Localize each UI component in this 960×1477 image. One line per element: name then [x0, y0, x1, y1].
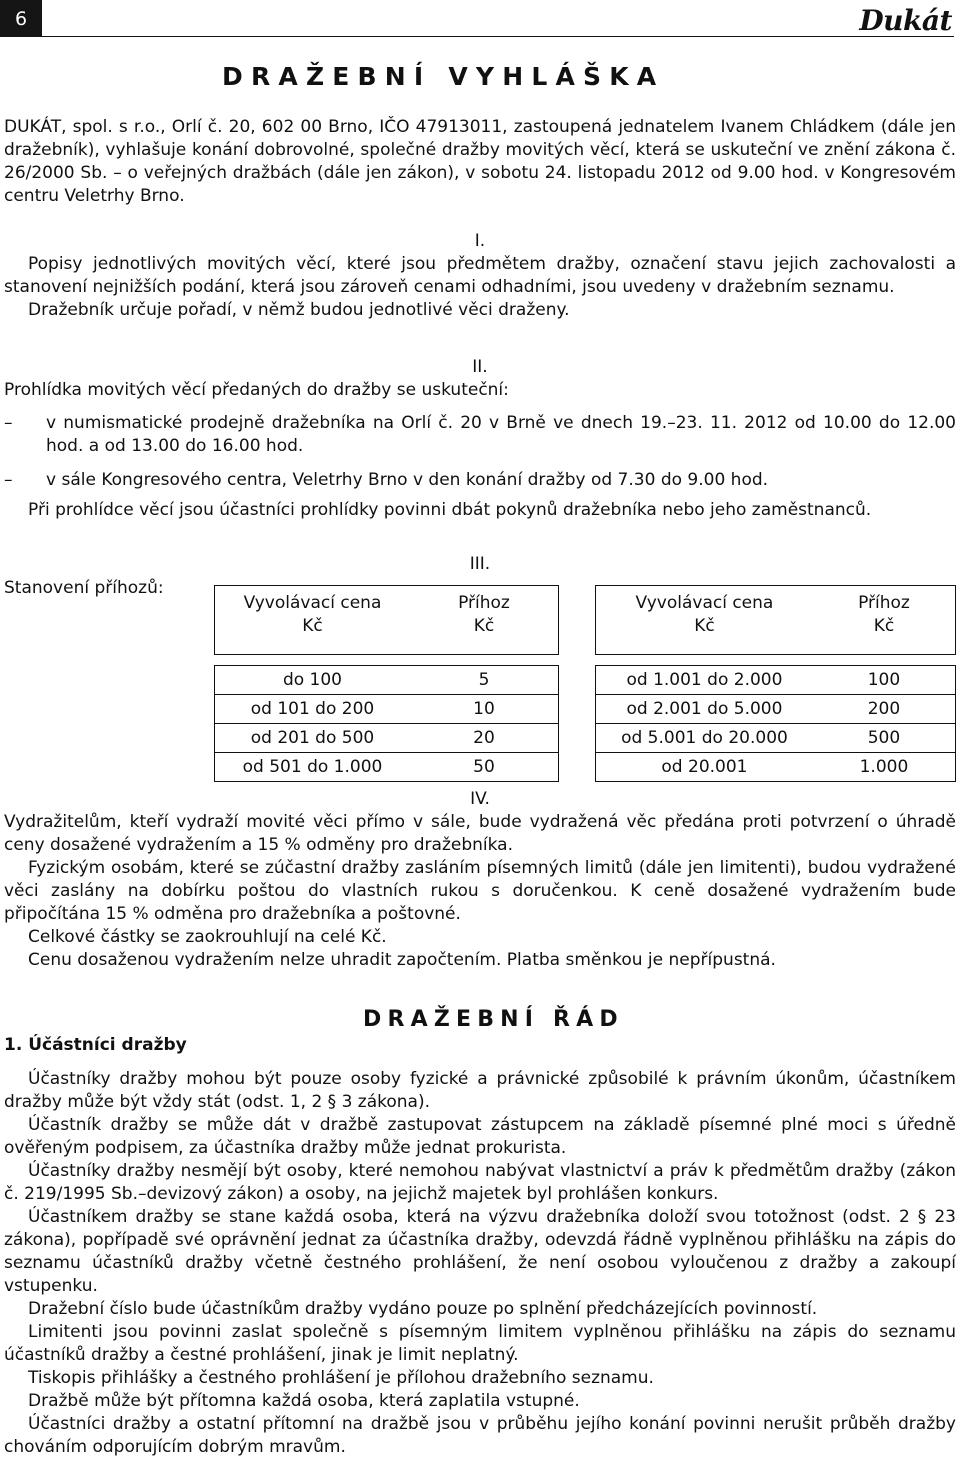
page-title: DRAŽEBNÍ VYHLÁŠKA — [222, 62, 665, 91]
viewing-item-1: – v numismatické prodejně dražebníka na Orlí č. 20 v Brně ve dnech 19.–23. 11. 2012 od 10.00 do 12.00 hod. a od 13.00 do 16.00 hod. — [4, 413, 956, 456]
section-4-paragraph-2: Fyzickým osobám, které se zúčastní dražby zasláním písemných limitů (dále jen limitenti), budou vydražené věci zaslány na dobírku poštou do vlastních rukou s doručenkou. K ceně dosažené vydražením bude připočítána 15 % odměna pro dražebníka a poštovné. — [4, 858, 956, 924]
section-4-heading: IV. — [470, 789, 490, 809]
rules-paragraph-9: Účastníci dražby a ostatní přítomní na dražbě jsou v průběhu jejího konání povinni nerušit průběh dražby chováním odporujícím dobrým mravům. — [4, 1414, 956, 1457]
table-header: Vyvolávací cena Kč Příhoz Kč — [596, 586, 956, 655]
section-1-paragraph-2: Dražebník určuje pořadí, v němž budou jednotlivé věci draženy. — [28, 300, 570, 320]
rules-paragraph-7: Tiskopis přihlášky a čestného prohlášení je přílohou dražebního seznamu. — [28, 1368, 654, 1388]
rules-title: DRAŽEBNÍ ŘÁD — [363, 1007, 624, 1032]
section-2-heading: II. — [472, 357, 488, 377]
table-row: od 201 do 500 20 — [215, 724, 559, 753]
rules-paragraph-4: Účastníkem dražby se stane každá osoba, která na výzvu dražebníka doloží svou totožnost (odst. 2 § 23 zákona), popřípadě své oprávnění jednat za účastníka dražby, odevzdá řádně vyplněnou přihlášku na zápis do seznamu účastníků dražby včetně čestného prohlášení, že není osobou vyloučenou z dražby a zakoupí vstupenku. — [4, 1207, 956, 1296]
rules-paragraph-5: Dražební číslo bude účastníkům dražby vydáno pouze po splnění předcházejících povinností. — [28, 1299, 818, 1319]
intro-block — [4, 116, 956, 208]
section-4-paragraph-1: Vydražitelům, kteří vydraží movité věci přímo v sále, bude vydražená věc předána proti potvrzení o úhradě ceny dosažené vydražením a 15 % odměny pro dražebníka. — [4, 812, 956, 855]
section-1-heading: I. — [474, 231, 486, 251]
bid-increments-label: Stanovení příhozů: — [4, 578, 164, 598]
page-number: 6 — [0, 0, 42, 37]
rules-paragraph-8: Dražbě může být přítomna každá osoba, která zaplatila vstupné. — [28, 1391, 580, 1411]
section-2-lead: Prohlídka movitých věcí předaných do dražby se uskuteční: — [4, 380, 509, 400]
table-row: od 5.001 do 20.000 500 — [596, 724, 956, 753]
rules-paragraph-1: Účastníky dražby mohou být pouze osoby fyzické a právnické způsobilé k právním úkonům, účastníkem dražby může být vždy stát (odst. 1, 2 § 3 zákona). — [4, 1069, 956, 1112]
section-4 — [4, 788, 956, 972]
section-2 — [4, 356, 956, 522]
section-4-paragraph-4: Cenu dosaženou vydražením nelze uhradit započtením. Platba směnkou je nepřípustná. — [28, 950, 776, 970]
dukat-logo: Dukát — [859, 4, 952, 37]
table-row: od 501 do 1.000 50 — [215, 753, 559, 782]
bid-table-left — [214, 585, 559, 782]
table-row: od 20.001 1.000 — [596, 753, 956, 782]
header-rule — [42, 36, 954, 37]
rules-paragraph-3: Účastníky dražby nesmějí být osoby, které nemohou nabývat vlastnictví a práv k předmětům dražby (zákon č. 219/1995 Sb.–devizový zákon) a osoby, na jejichž majetek byl prohlášen konkurs. — [4, 1161, 956, 1204]
rules-paragraph-2: Účastník dražby se může dát v dražbě zastupovat zástupcem na základě písemné plné moci s úředně ověřeným podpisem, za účastníka dražby může jednat prokurista. — [4, 1115, 956, 1158]
viewing-item-2: – v sále Kongresového centra, Veletrhy Brno v den konání dražby od 7.30 do 9.00 hod. — [4, 470, 769, 490]
rules-paragraph-6: Limitenti jsou povinni zaslat společně s písemným limitem vyplněnou přihlášku na zápis do seznamu účastníků dražby a čestné prohlášení, jinak je limit neplatný. — [4, 1322, 956, 1365]
table-row: od 1.001 do 2.000 100 — [596, 666, 956, 695]
section-1 — [4, 230, 956, 322]
section-3-heading-wrap — [4, 553, 956, 576]
table-row: do 100 5 — [215, 666, 559, 695]
section-1-paragraph-1: Popisy jednotlivých movitých věcí, které jsou předmětem dražby, označení stavu jejich zachovalosti a stanovení nejnižších podání, která jsou zároveň cenami odhadními, jsou uvedeny v dražebním seznamu. — [4, 254, 956, 297]
rules-body — [4, 1068, 956, 1459]
section-4-paragraph-3: Celkové částky se zaokrouhlují na celé Kč. — [28, 927, 387, 947]
section-3-heading: III. — [469, 554, 491, 574]
table-row: od 101 do 200 10 — [215, 695, 559, 724]
table-row: od 2.001 do 5.000 200 — [596, 695, 956, 724]
rules-subheading: 1. Účástníci dražby — [4, 1035, 187, 1055]
intro-paragraph: DUKÁT, spol. s r.o., Orlí č. 20, 602 00 Brno, IČO 47913011, zastoupená jednatelem Ivanem Chládkem (dále jen dražebník), vyhlašuje konání dobrovolné, společné dražby movitých věcí, která se uskuteční ve znění zákona č. 26/2000 Sb. – o veřejných dražbách (dále jen zákon), v sobotu 24. listopadu 2012 od 9.00 hod. v Kongresovém centru Veletrhy Brno. — [4, 117, 956, 206]
section-2-note: Při prohlídce věcí jsou účastníci prohlídky povinni dbát pokynů dražebníka nebo jeho zaměstnanců. — [28, 500, 872, 520]
bid-table-right — [595, 585, 956, 782]
table-header: Vyvolávací cena Kč Příhoz Kč — [215, 586, 559, 655]
